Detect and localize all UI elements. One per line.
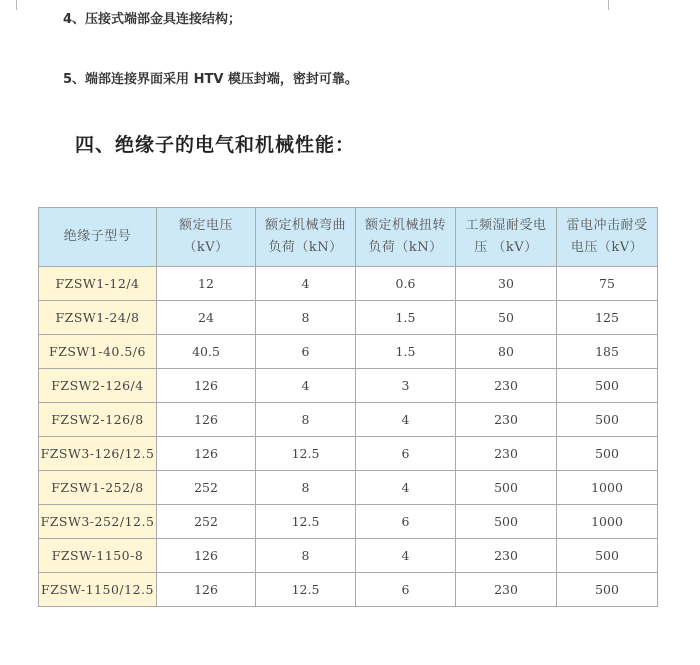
table-row (39, 335, 658, 369)
cell-bending-load: 6 (256, 335, 356, 369)
table-row (39, 573, 658, 607)
cell-torsion-load: 3 (356, 369, 456, 403)
cell-model: FZSW2-126/8 (39, 403, 157, 437)
header-line: 电压（kV） (570, 240, 644, 255)
section-heading: 四、绝缘子的电气和机械性能： (75, 134, 356, 156)
cell-rated-voltage: 40.5 (157, 335, 256, 369)
header-bending-load (256, 208, 356, 267)
cell-torsion-load: 1.5 (356, 335, 456, 369)
cell-wet-voltage: 230 (456, 437, 557, 471)
cell-rated-voltage: 126 (157, 403, 256, 437)
cell-rated-voltage: 126 (157, 539, 256, 573)
cell-impulse-voltage: 75 (557, 267, 658, 301)
cell-torsion-load: 6 (356, 505, 456, 539)
table-row (39, 539, 658, 573)
cell-wet-voltage: 500 (456, 471, 557, 505)
cell-torsion-load: 4 (356, 403, 456, 437)
cell-torsion-load: 4 (356, 471, 456, 505)
cell-rated-voltage: 126 (157, 573, 256, 607)
cell-torsion-load: 1.5 (356, 301, 456, 335)
cell-rated-voltage: 12 (157, 267, 256, 301)
cell-wet-voltage: 230 (456, 573, 557, 607)
cell-bending-load: 8 (256, 403, 356, 437)
page-corner-mark-right (608, 0, 619, 10)
table-row (39, 267, 658, 301)
header-line: 负荷（kN） (268, 240, 343, 255)
cell-impulse-voltage: 500 (557, 369, 658, 403)
cell-impulse-voltage: 500 (557, 573, 658, 607)
header-line: 压 （kV） (474, 240, 538, 255)
cell-impulse-voltage: 500 (557, 539, 658, 573)
cell-bending-load: 8 (256, 471, 356, 505)
header-line: 工频湿耐受电 (465, 218, 547, 233)
header-rated-voltage (157, 208, 256, 267)
header-line: 额定电压 (178, 218, 233, 233)
cell-rated-voltage: 126 (157, 437, 256, 471)
cell-wet-voltage: 50 (456, 301, 557, 335)
cell-bending-load: 12.5 (256, 505, 356, 539)
cell-model: FZSW2-126/4 (39, 369, 157, 403)
header-model (39, 208, 157, 267)
cell-bending-load: 4 (256, 267, 356, 301)
cell-impulse-voltage: 1000 (557, 505, 658, 539)
cell-torsion-load: 4 (356, 539, 456, 573)
header-line: 负荷（kN） (368, 240, 443, 255)
cell-bending-load: 12.5 (256, 573, 356, 607)
cell-impulse-voltage: 500 (557, 437, 658, 471)
cell-rated-voltage: 252 (157, 505, 256, 539)
table-row (39, 403, 658, 437)
cell-torsion-load: 6 (356, 437, 456, 471)
cell-model: FZSW1-24/8 (39, 301, 157, 335)
table-row (39, 369, 658, 403)
feature-item-4: 4、压接式端部金具连接结构； (63, 12, 242, 27)
cell-rated-voltage: 24 (157, 301, 256, 335)
cell-bending-load: 4 (256, 369, 356, 403)
cell-model: FZSW-1150-8 (39, 539, 157, 573)
cell-model: FZSW-1150/12.5 (39, 573, 157, 607)
cell-bending-load: 8 (256, 301, 356, 335)
cell-wet-voltage: 30 (456, 267, 557, 301)
header-power-frequency-wet-voltage (456, 208, 557, 267)
header-line: 雷电冲击耐受 (566, 218, 648, 233)
cell-bending-load: 12.5 (256, 437, 356, 471)
header-line: 绝缘子型号 (63, 229, 132, 244)
cell-impulse-voltage: 500 (557, 403, 658, 437)
header-line: 额定机械扭转 (364, 218, 446, 233)
page-corner-mark-left (6, 0, 17, 10)
header-torsion-load (356, 208, 456, 267)
cell-model: FZSW1-252/8 (39, 471, 157, 505)
cell-torsion-load: 0.6 (356, 267, 456, 301)
table-row (39, 471, 658, 505)
table-row (39, 505, 658, 539)
table-body (39, 267, 658, 607)
cell-impulse-voltage: 185 (557, 335, 658, 369)
table-header-row (39, 208, 658, 267)
cell-rated-voltage: 126 (157, 369, 256, 403)
header-line: （kV） (183, 240, 229, 255)
header-lightning-impulse-voltage (557, 208, 658, 267)
cell-model: FZSW1-40.5/6 (39, 335, 157, 369)
cell-model: FZSW1-12/4 (39, 267, 157, 301)
cell-rated-voltage: 252 (157, 471, 256, 505)
cell-wet-voltage: 500 (456, 505, 557, 539)
cell-wet-voltage: 230 (456, 539, 557, 573)
cell-wet-voltage: 80 (456, 335, 557, 369)
feature-item-5: 5、端部连接界面采用 HTV 模压封端，密封可靠。 (63, 72, 358, 87)
table-row (39, 437, 658, 471)
cell-impulse-voltage: 1000 (557, 471, 658, 505)
cell-model: FZSW3-126/12.5 (39, 437, 157, 471)
cell-bending-load: 8 (256, 539, 356, 573)
cell-torsion-load: 6 (356, 573, 456, 607)
cell-impulse-voltage: 125 (557, 301, 658, 335)
header-line: 额定机械弯曲 (264, 218, 346, 233)
cell-wet-voltage: 230 (456, 369, 557, 403)
table-header (39, 208, 658, 267)
insulator-performance-table (38, 207, 658, 607)
table-row (39, 301, 658, 335)
cell-model: FZSW3-252/12.5 (39, 505, 157, 539)
cell-wet-voltage: 230 (456, 403, 557, 437)
